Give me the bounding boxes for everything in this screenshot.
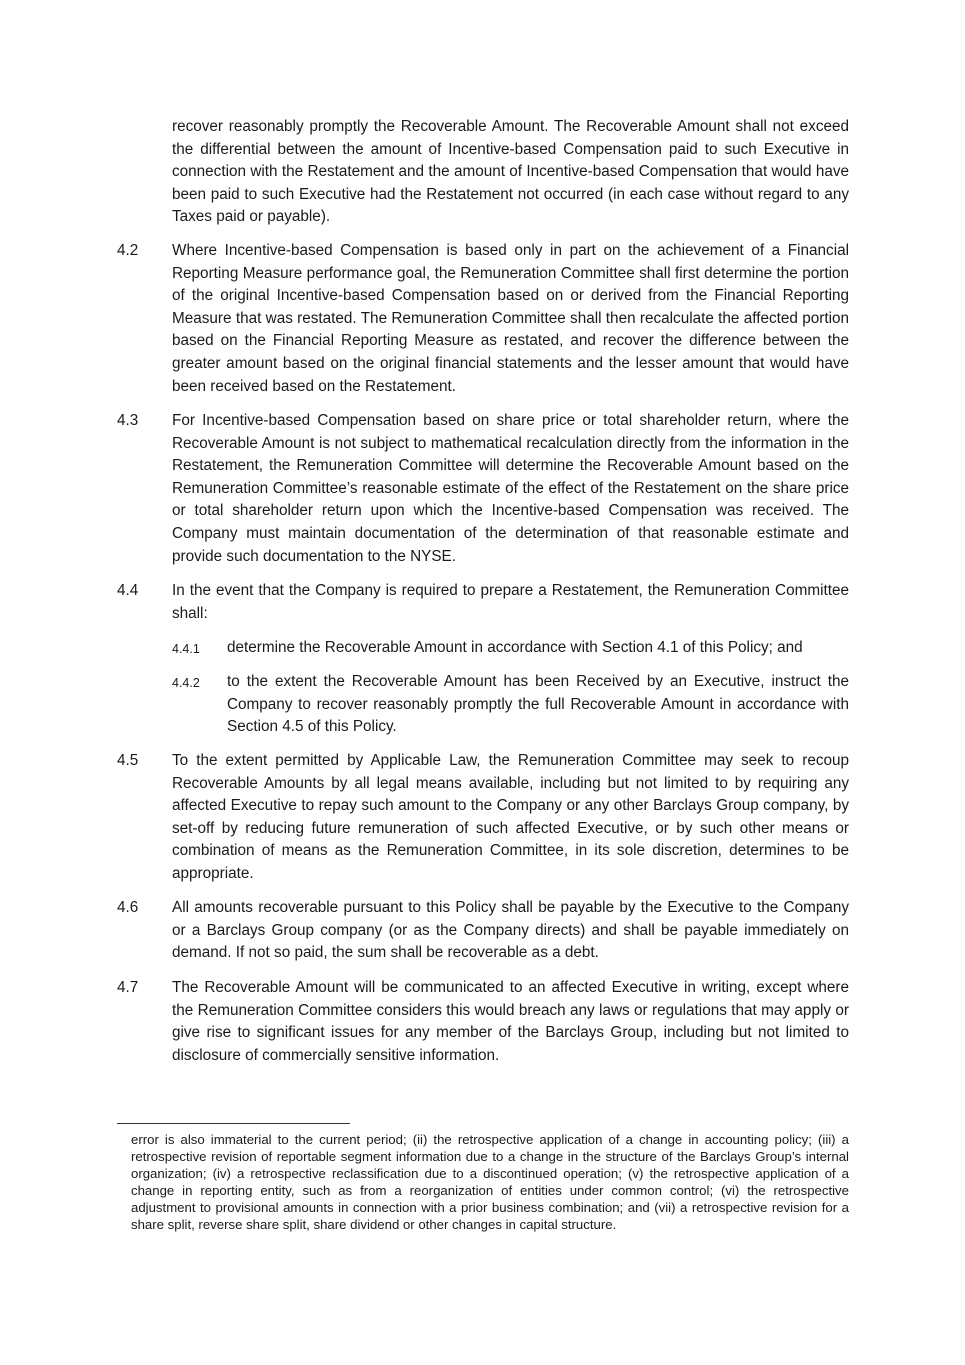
section-number: 4.2 bbox=[117, 242, 139, 259]
paragraph-4-2 bbox=[117, 240, 849, 398]
paragraph-text: In the event that the Company is required to prepare a Restatement, the Remuneration Committee shall: bbox=[172, 582, 849, 622]
section-number: 4.5 bbox=[117, 752, 139, 769]
paragraph-text: determine the Recoverable Amount in accordance with Section 4.1 of this Policy; and bbox=[227, 639, 803, 656]
paragraph-text: The Recoverable Amount will be communicated to an affected Executive in writing, except where the Remuneration Committee considers this would breach any laws or regulations that may apply or give rise to significant issues for any member of the Barclays Group, including but not limited to disclosure of commercially sensitive information. bbox=[172, 979, 849, 1064]
paragraph-4-6 bbox=[117, 897, 849, 965]
section-number: 4.7 bbox=[117, 979, 139, 996]
paragraph-4-5 bbox=[117, 750, 849, 886]
paragraph-4-4-1 bbox=[172, 637, 849, 660]
footnote-separator bbox=[117, 1123, 350, 1124]
paragraph-text: To the extent permitted by Applicable Law, the Remuneration Committee may seek to recoup Recoverable Amounts by all legal means available, including but not limited to by requiring any affected Executive to repay such amount to the Company or any other Barclays Group company, by set-off by reducing future remuneration of such affected Executive, or by such other means or combination of means as the Remuneration Committee, in its sole discretion, determines to be appropriate. bbox=[172, 752, 849, 882]
section-number: 4.3 bbox=[117, 412, 139, 429]
subsection-number: 4.4.2 bbox=[172, 676, 200, 690]
footnote bbox=[131, 1131, 849, 1233]
footnote-text: error is also immaterial to the current period; (ii) the retrospective application of a change in accounting policy; (iii) a retrospective revision of reportable segment information due to a change in the structure of the Barclays Group’s internal organization; (iv) a retrospective reclassification due to a discontinued operation; (v) the retrospective application of a change in reporting entity, such as from a reorganization of entities under common control; (vi) the retrospective adjustment to provisional amounts in connection with a prior business combination; and (vii) a retrospective revision for a share split, reverse share split, share dividend or other changes in capital structure. bbox=[131, 1132, 849, 1232]
paragraph-4-3 bbox=[117, 410, 849, 568]
paragraph-4-1-continuation bbox=[117, 116, 849, 229]
paragraph-4-7 bbox=[117, 977, 849, 1067]
paragraph-text: recover reasonably promptly the Recoverable Amount. The Recoverable Amount shall not exceed the differential between the amount of Incentive-based Compensation paid to such Executive in connection with the Restatement and the amount of Incentive-based Compensation that would have been paid to such Executive had the Restatement not occurred (in each case without regard to any Taxes paid or payable). bbox=[172, 118, 849, 226]
subsection-number: 4.4.1 bbox=[172, 642, 200, 656]
section-number: 4.6 bbox=[117, 899, 139, 916]
paragraph-4-4 bbox=[117, 580, 849, 625]
paragraph-text: All amounts recoverable pursuant to this Policy shall be payable by the Executive to the Company or a Barclays Group company (or as the Company directs) and shall be payable immediately on demand. If not so paid, the sum shall be recoverable as a debt. bbox=[172, 899, 849, 962]
paragraph-text: Where Incentive-based Compensation is based only in part on the achievement of a Financial Reporting Measure performance goal, the Remuneration Committee shall first determine the portion of the original Incentive-based Compensation based on or derived from the Financial Reporting Measure that was restated. The Remuneration Committee shall then recalculate the affected portion based on the Financial Reporting Measure as restated, and recover the difference between the greater amount based on the original financial statements and the lesser amount that would have been received based on the Restatement. bbox=[172, 242, 849, 395]
paragraph-text: to the extent the Recoverable Amount has been Received by an Executive, instruct the Company to recover reasonably promptly the full Recoverable Amount in accordance with Section 4.5 of this Policy. bbox=[227, 673, 849, 736]
section-number: 4.4 bbox=[117, 582, 139, 599]
paragraph-text: For Incentive-based Compensation based on share price or total shareholder return, where the Recoverable Amount is not subject to mathematical recalculation directly from the information in the Restatement, the Remuneration Committee will determine the Recoverable Amount based on the Remuneration Committee’s reasonable estimate of the effect of the Restatement on the share price or total shareholder return upon which the Incentive-based Compensation was received. The Company must maintain documentation of the determination of that reasonable estimate and provide such documentation to the NYSE. bbox=[172, 412, 849, 565]
paragraph-4-4-2 bbox=[172, 671, 849, 739]
